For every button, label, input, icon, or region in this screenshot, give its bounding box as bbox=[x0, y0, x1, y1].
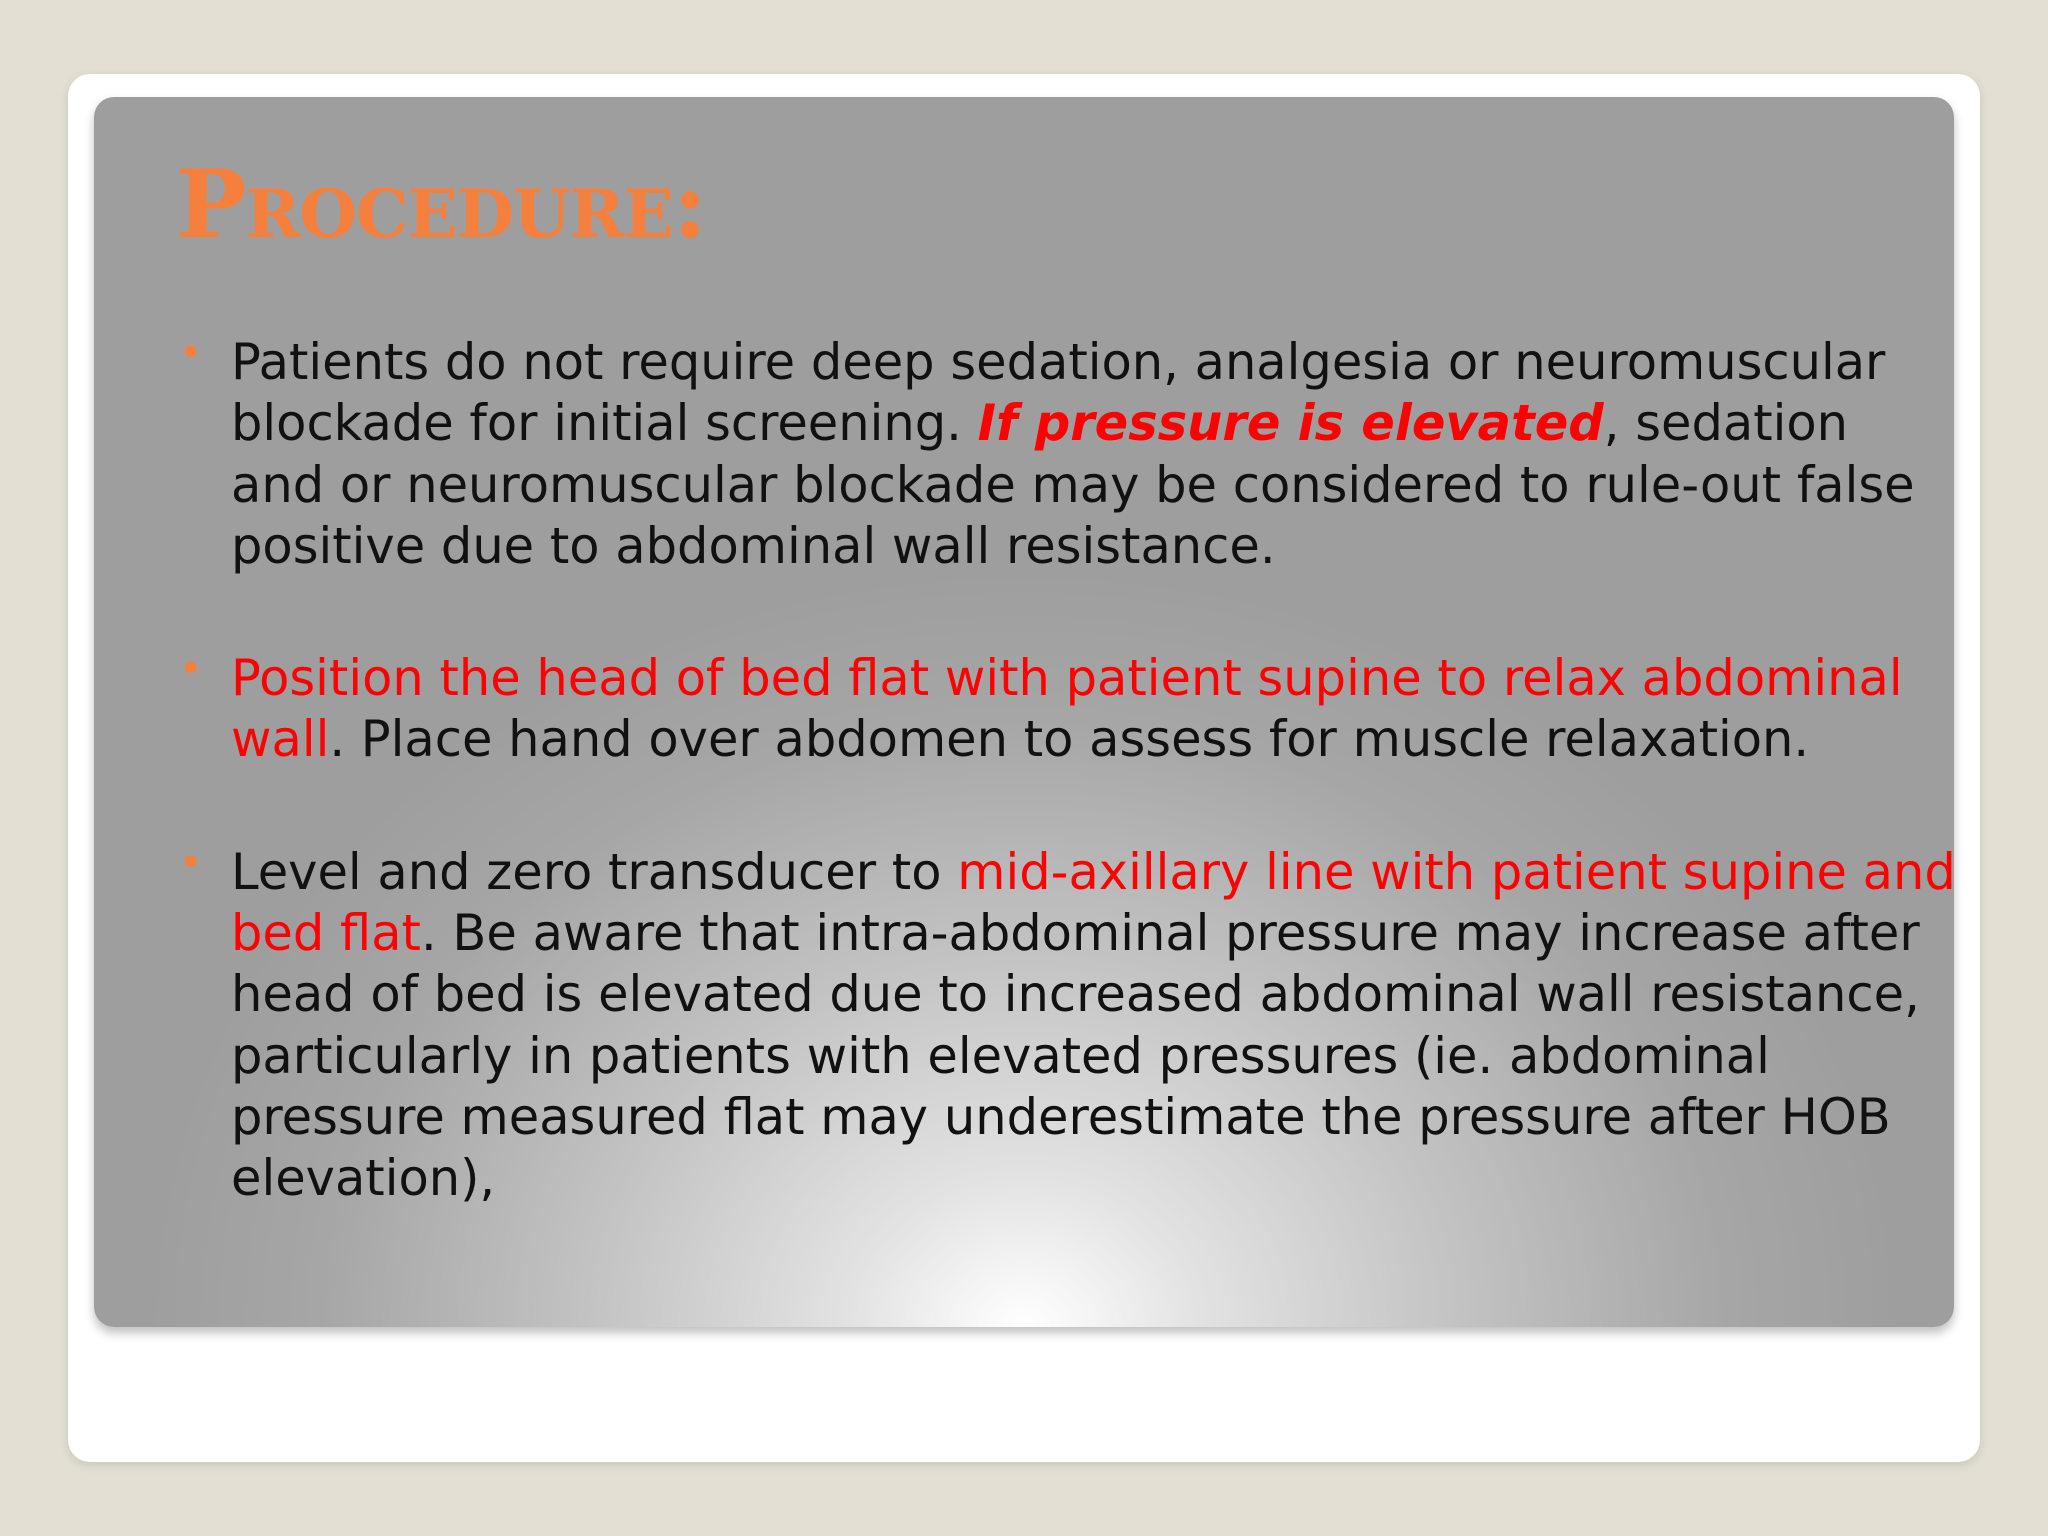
bullet-item-sedation bbox=[176, 332, 1956, 577]
bullet-text: , sedation and or neuromuscular blockade may be considered to rule-out false positive due to abdominal wall resistance. bbox=[231, 394, 1915, 575]
bullet-dot-icon: • bbox=[179, 839, 203, 886]
bullet-highlight: mid-axillary line with patient supine and bed flat bbox=[231, 842, 1956, 963]
bullet-text: . Place hand over abdomen to assess for muscle relaxation. bbox=[329, 710, 1810, 769]
bullet-item-transducer bbox=[176, 839, 1956, 1210]
bullet-list bbox=[176, 332, 1956, 1281]
bullet-text: Patients do not require deep sedation, analgesia or neuromuscular blockade for initial screening. bbox=[231, 333, 1886, 453]
bullet-dot-icon: • bbox=[179, 330, 203, 376]
slide-title: Procedure: bbox=[176, 150, 707, 260]
bullet-dot-icon: • bbox=[179, 646, 203, 693]
bullet-highlight: Position the head of bed flat with patient supine to relax abdominal wall bbox=[231, 649, 1903, 769]
bullet-text: . Be aware that intra-abdominal pressure may increase after head of bed is elevated due to increased abdominal wall resistance, particularly in patients with elevated pressures (ie. abdominal pressure measured flat may underestimate the pressure after HOB elevation), bbox=[231, 904, 1920, 1208]
bullet-text: Level and zero transducer to bbox=[231, 842, 958, 901]
bullet-item-position bbox=[176, 648, 1956, 771]
bullet-emphasis: If pressure is elevated bbox=[977, 394, 1604, 453]
